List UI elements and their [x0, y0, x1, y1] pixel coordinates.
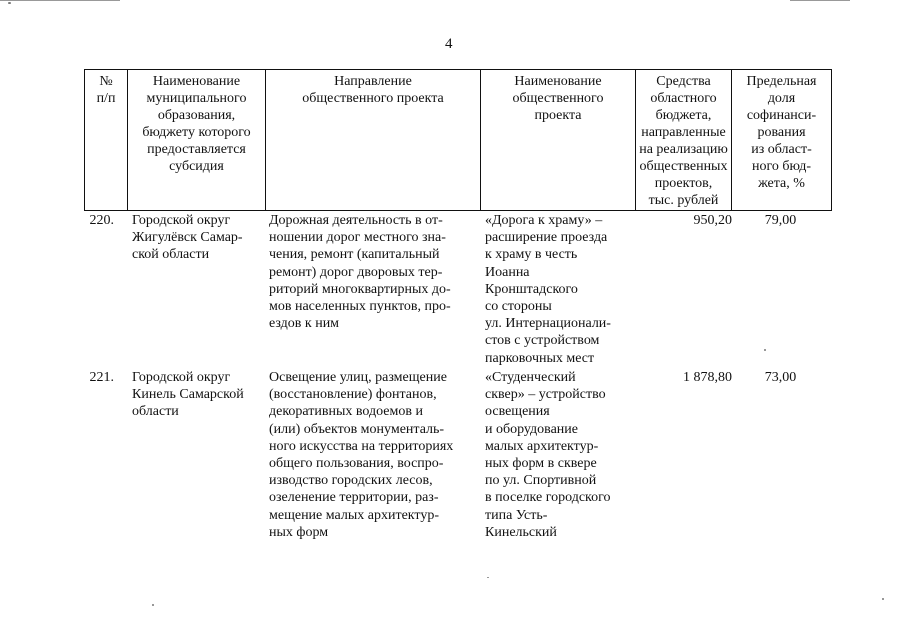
page-number: 4: [445, 36, 453, 52]
row-number: 221.: [89, 370, 114, 385]
scan-speck: [882, 598, 884, 600]
header-row: [85, 70, 832, 211]
scan-speck: [8, 2, 11, 4]
header-municipality: Наименование муниципального образования, бюджету которого предоставляется субсидия: [128, 70, 266, 211]
project-name-cell: «Студенческий сквер» – устройство освещения и оборудование малых архитектур- ных форм в сквере по ул. Спортивной в поселке городского типа Усть- Кинельский: [485, 370, 611, 540]
header-funds: Средства областного бюджета, направленные на реализацию общественных проектов, тыс. рублей: [636, 70, 732, 211]
row-number: 220.: [89, 213, 114, 228]
direction-cell: Освещение улиц, размещение (восстановление) фонтанов, декоративных водоемов и (или) объектов монументаль- ного искусства на территориях общего пользования, воспро- изводство городских лесов, озеленение территории, раз- мещение малых архитектур- ных форм: [269, 370, 454, 540]
municipality-cell: Городской округ Кинель Самарской области: [132, 370, 244, 420]
table-row: [84, 212, 831, 367]
table-row: [84, 369, 831, 544]
scan-speck: [764, 349, 766, 351]
direction-cell: Дорожная деятельность в от- ношении дорог местного зна- чения, ремонт (капитальный ремонт) дорог дворовых тер- риторий многоквартирных до- мов населенных пунктов, про- ездов к ним: [269, 213, 451, 332]
scan-speck: [152, 604, 154, 606]
funds-cell: 1 878,80: [683, 370, 732, 385]
header-project-name: Наименование общественного проекта: [481, 70, 636, 211]
share-cell: 79,00: [764, 213, 797, 228]
header-num: № п/п: [85, 70, 128, 211]
scan-speck: [487, 577, 489, 578]
project-name-cell: «Дорога к храму» – расширение проезда к храму в честь Иоанна Кронштадского со стороны ул. Интернационали- стов с устройством парковочных мест: [485, 213, 611, 366]
share-cell: 73,00: [764, 370, 797, 385]
scan-edge-line: [0, 0, 120, 1]
header-share: Предельная доля софинанси- рования из област- ного бюд- жета, %: [732, 70, 832, 211]
header-direction: Направление общественного проекта: [266, 70, 481, 211]
table-header: [84, 69, 832, 211]
scan-edge-line: [790, 0, 850, 1]
funds-cell: 950,20: [693, 213, 732, 228]
municipality-cell: Городской округ Жигулёвск Самар- ской области: [132, 213, 243, 263]
